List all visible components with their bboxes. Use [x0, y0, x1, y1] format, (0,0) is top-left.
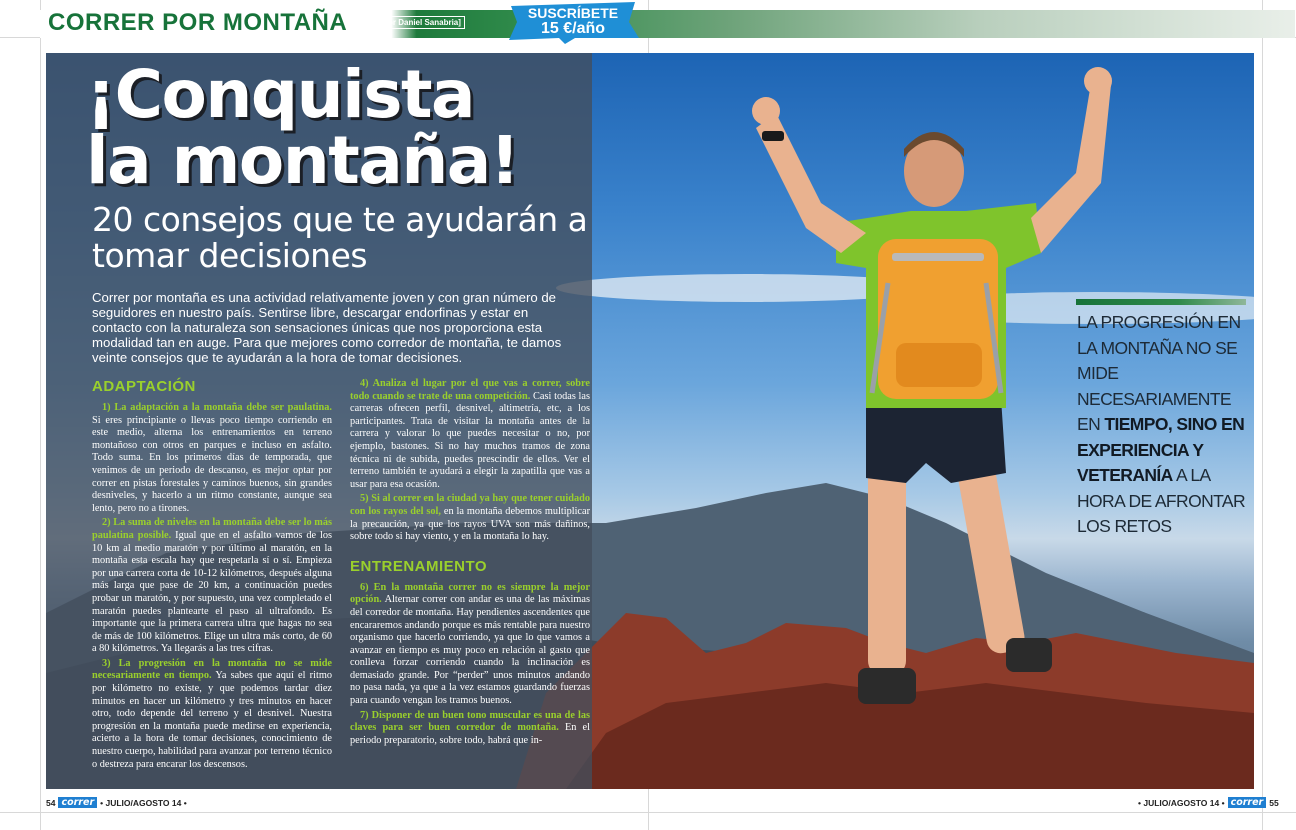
headline-line-2: la montaña! [86, 122, 519, 199]
magazine-logo-right: correr [1228, 797, 1267, 808]
tip-3-text: Ya sabes que aquí el ritmo por kilómetro no existe, y que podemos tardar diez minutos en hacer un kilómetro y tres minutos en hacer otro, todo depende del terreno y el desnivel. Nuestra progresión en la montaña puede medirse en experiencia, acierto a la hora de tomar decisiones, conocimiento de nuestro cuerpo, habilidad para avanzar por terreno técnico o destreza para encarar los descensos. [92, 670, 332, 770]
tip-5 [350, 493, 590, 543]
section-heading-entrenamiento: ENTRENAMIENTO [350, 557, 488, 575]
tip-7 [350, 710, 590, 748]
pull-quote-part-3: A LA HORA DE AFRONTAR LOS RETOS [1077, 465, 1246, 536]
subscribe-badge[interactable] [505, 0, 641, 44]
subheadline: 20 consejos que te ayudarán a tomar decisiones [92, 200, 588, 275]
tip-6-text: Alternar correr con andar es una de las máximas del corredor de montaña. Hay pendientes ascendentes que encararemos andando porque es más rentable para nuestro organismo que hacerlo corriendo, ya que lo que vamos a avanzar en tiempo es muy poco en relación al gasto que conlleva forzar corriendo cuando la inclinación es demasiado grande. Por “perder” unos minutos andando no pasa nada, ya que a la vez estamos guardando fuerzas para cuando vengan los tramos buenos. [350, 594, 590, 707]
tip-4-title: 4) Analiza el lugar por el que vas a correr, sobre todo cuando se trate de una competición. [350, 378, 590, 402]
author-byline: [Por Daniel Sanabria] [376, 16, 465, 29]
page-number-right: 55 [1269, 797, 1279, 808]
section-heading-adaptacion: ADAPTACIÓN [92, 378, 196, 395]
body-column-2 [350, 378, 590, 758]
issue-date-left: • JULIO/AGOSTO 14 • [100, 797, 187, 808]
crop-line-bottom [0, 812, 1296, 813]
tip-1-title: 1) La adaptación a la montaña debe ser paulatina. [102, 402, 332, 413]
tip-7-title: 7) Disponer de un buen tono muscular es una de las claves para ser buen corredor de montaña. [350, 709, 590, 734]
tip-1 [92, 402, 332, 515]
footer-left [46, 797, 187, 808]
tip-4 [350, 378, 590, 491]
tip-3 [92, 658, 332, 771]
tip-7-text: En el periodo preparatorio, sobre todo, habrá que in- [350, 722, 590, 746]
body-column-1 [92, 378, 332, 770]
pull-quote-part-1: LA PROGRESIÓN EN LA MONTAÑA NO SE MIDE NECESARIAMENTE EN [1077, 312, 1241, 434]
headline-line-1: ¡Conquista [86, 56, 475, 133]
headline [86, 56, 586, 199]
tip-6-title: 6) En la montaña correr no es siempre la mejor opción. [350, 581, 590, 606]
tip-2 [92, 517, 332, 656]
subscribe-label: SUSCRÍBETE [527, 5, 619, 21]
section-title: CORRER POR MONTAÑA [46, 8, 355, 38]
footer-right [1138, 797, 1279, 808]
tip-2-text: Igual que en el asfalto vamos de los 10 km al medio maratón y por último al maratón, en la montaña esta escala hay que respetarla sí o sí. Empieza por una carrera corta de 10-12 kilómetros, después alguna más larga que pase de 20 km, a continuación puedes probar un maratón, y por supuesto, una vez completado el maratón puedes plantearte el paso al ultrafondo. Es importante que la primera carrera ultra que hagas no sea de más de 100 kilómetros. Elige un ultra más corto, de 60 a 80 kilómetros. Ya llegarás a las tres cifras. [92, 529, 332, 655]
issue-date-right: • JULIO/AGOSTO 14 • [1138, 797, 1225, 808]
pull-quote-emphasis: TIEMPO, SINO EN EXPERIENCIA Y VETERANÍA [1077, 414, 1245, 485]
tip-2-title: 2) La suma de niveles en la montaña debe ser lo más paulatina posible. [92, 517, 332, 541]
subscribe-price: 15 €/año [540, 20, 606, 37]
tip-4-text: Casi todas las carreras ofrecen perfil, desnivel, altimetría, etc, a los participantes. Trata de visitar la montaña antes de la carrera y valorar lo que puedes necesitar o no, por ejemplo, bastones. Si no hay muchos tramos de zona técnica ni de subida, puedes prescindir de ellos. Ver el terreno también te ayudará a elegir la zapatilla que vas a usar para esa ocasión. [350, 390, 590, 490]
magazine-logo-left: correr [58, 797, 97, 808]
page-number-left: 54 [46, 797, 56, 808]
pull-quote [1077, 310, 1247, 540]
tip-3-title: 3) La progresión en la montaña no se mide necesariamente en tiempo. [92, 657, 332, 682]
lead-paragraph: Correr por montaña es una actividad relativamente joven y con gran número de seguidores en nuestro país. Sentirse libre, descargar endorfinas y estar en contacto con la naturaleza son sensaciones únicas que nos proporciona esta modalidad tan en auge. Para que mejores como corredor de montaña, te damos veinte consejos que te ayudarán a la hora de tomar decisiones. [92, 290, 562, 365]
tip-5-title: 5) Si al correr en la ciudad ya hay que tener cuidado con los rayos del sol, [350, 493, 590, 517]
crop-line-left [40, 0, 41, 830]
crop-line-right [1262, 0, 1263, 830]
pull-quote-rule [1076, 299, 1246, 305]
tip-5-text: en la montaña debemos multiplicar la precaución, ya que los rayos UVA son más dañinos, sobre todo si hay viento, y en la montaña lo hay. [350, 505, 591, 543]
tip-6 [350, 582, 590, 708]
tip-1-text: Si eres principiante o llevas poco tiempo corriendo en este medio, alterna los entrenamientos en terreno montañoso con otros en parques e incluso en asfalto. Todo suma. En los primeros días de temporada, que venimos de un periodo de descanso, es mejor optar por correr en pistas forestales y caminos buenos, sin grandes desniveles, y hacerlo a un ritmo constante, aunque sea lento, pero no a tirones. [92, 414, 332, 514]
